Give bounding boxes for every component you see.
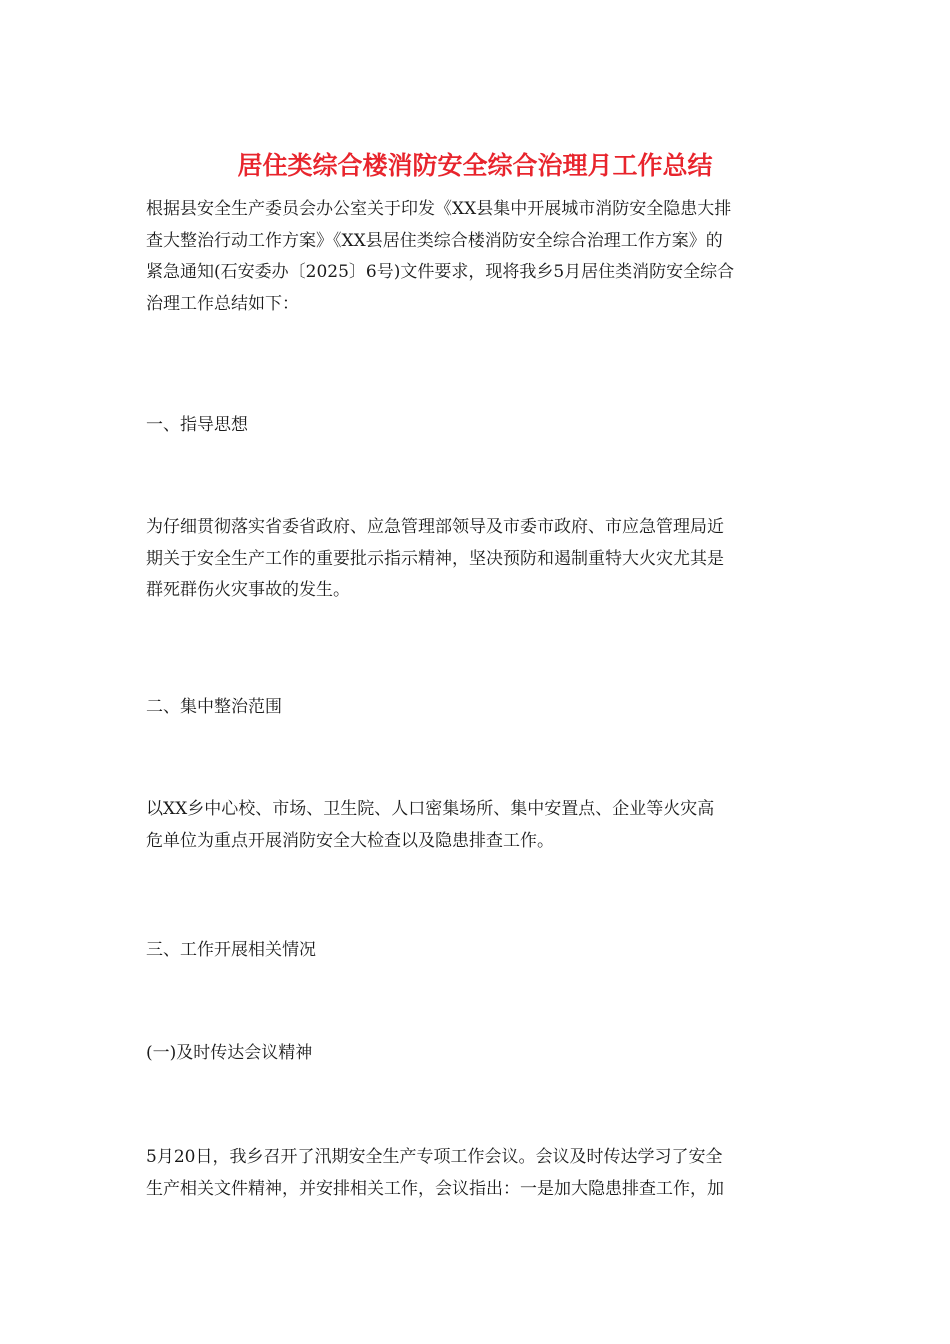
section1-paragraph xyxy=(146,512,811,607)
paragraph-line: 群死群伤火灾事故的发生。 xyxy=(146,580,350,600)
paragraph-line: 5月20日，我乡召开了汛期安全生产专项工作会议。会议及时传达学习了安全 xyxy=(146,1147,723,1167)
section1-heading xyxy=(146,410,811,442)
paragraph-line: 为仔细贯彻落实省委省政府、应急管理部领导及市委市政府、市应急管理局近 xyxy=(146,517,724,537)
section-heading-text: 三、工作开展相关情况 xyxy=(146,940,316,960)
subsection1-paragraph xyxy=(146,1142,811,1205)
intro-line: 查大整治行动工作方案》《XX县居住类综合楼消防安全综合治理工作方案》的 xyxy=(146,230,723,251)
paragraph-line: 危单位为重点开展消防安全大检查以及隐患排查工作。 xyxy=(146,830,554,851)
paragraph-line: 期关于安全生产工作的重要批示指示精神，坚决预防和遏制重特大火灾尤其是 xyxy=(146,548,724,569)
section-heading-text: 一、指导思想 xyxy=(146,415,248,435)
subsection1-heading xyxy=(146,1038,811,1070)
section-heading-text: 二、集中整治范围 xyxy=(146,697,282,717)
section2-paragraph xyxy=(146,794,811,857)
document-title: 居住类综合楼消防安全综合治理月工作总结 xyxy=(237,151,713,180)
intro-line: 治理工作总结如下： xyxy=(146,293,299,314)
intro-paragraph xyxy=(146,194,811,320)
intro-line: 根据县安全生产委员会办公室关于印发《XX县集中开展城市消防安全隐患大排 xyxy=(146,199,732,219)
section3-heading xyxy=(146,935,811,967)
subsection-heading-text: (一)及时传达会议精神 xyxy=(146,1043,313,1063)
intro-line: 紧急通知(石安委办〔2025〕6号)文件要求，现将我乡5月居住类消防安全综合 xyxy=(146,262,735,282)
section2-heading xyxy=(146,692,811,724)
paragraph-line: 以XX乡中心校、市场、卫生院、人口密集场所、集中安置点、企业等火灾高 xyxy=(146,799,715,819)
paragraph-line: 生产相关文件精神，并安排相关工作，会议指出：一是加大隐患排查工作，加 xyxy=(146,1178,724,1199)
